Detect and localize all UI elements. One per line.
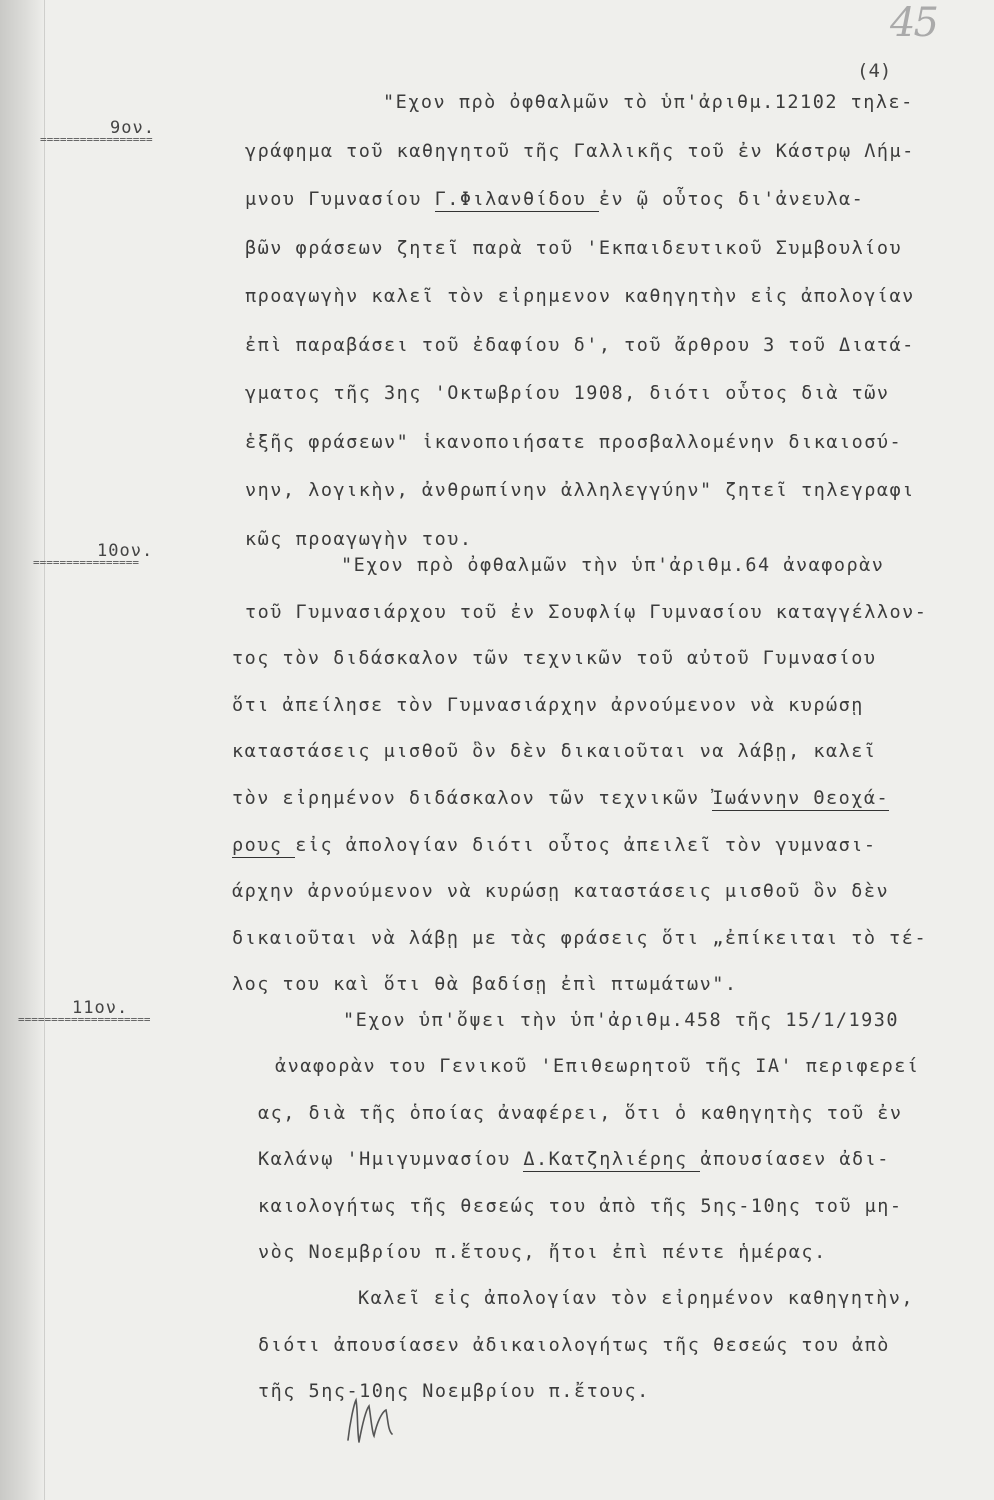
text-line [275,1056,920,1077]
text-line [232,835,877,856]
line-text: τος τὸν διδάσκαλον τῶν τεχνικῶν τοῦ αὐτοῦ Γυμνασίου [232,648,877,670]
line-text: εἰς ἀπολογίαν διότι οὗτος ἀπειλεῖ τὸν γυμνασι- [295,834,877,856]
section-number-label: 11ον. [72,998,129,1018]
line-text: ἐν ῷ οὗτος δι'ἀνευλα- [598,189,865,210]
text-line [232,741,877,762]
initials-signature [340,1392,400,1447]
typed-sequence-number: (4) [857,60,892,82]
line-text: προαγωγὴν καλεῖ τὸν εἰρημενον καθηγητὴν εἰς ἀπολογίαν [245,286,915,307]
underlined-name: Δ.Κατζηλιέρης [523,1149,701,1171]
section-number-rule: ================ [33,556,139,569]
line-text: γράφημα τοῦ καθηγητοῦ τῆς Γαλλικῆς τοῦ ἐν Κάστρῳ Λήμ- [245,140,915,162]
line-text: "Εχον πρὸ ὀφθαλμῶν τὸ ὑπ'ἀριθμ.12102 τηλε- [383,92,914,113]
line-text: ἀναφορὰν του Γενικοῦ 'Επιθεωρητοῦ τῆς ΙΑ' περιφερεί [275,1056,920,1078]
line-text: άρχην ἀρνούμενον νὰ κυρώσῃ καταστάσεις μισθοῦ ὃν δὲν [232,881,890,903]
text-line [383,92,914,113]
line-text: "Εχον πρὸ ὀφθαλμῶν τὴν ὑπ'ἀριθμ.64 ἀναφορὰν [341,555,885,576]
section-number-rule: ================= [40,133,153,146]
line-text: Καλεῖ εἰς ἀπολογίαν τὸν εἰρημένον καθηγητὴν, [358,1288,915,1310]
line-text: τοῦ Γυμνασιάρχου τοῦ ἐν Σουφλίῳ Γυμνασίου καταγγέλλον- [245,601,928,623]
text-line [245,432,902,453]
text-line [258,1381,650,1402]
line-text: καταστάσεις μισθοῦ ὃν δὲν δικαιοῦται να λάβῃ, καλεῖ [232,741,877,763]
underlined-name: ρους [232,834,296,856]
line-text: ἀπουσίασεν ἀδι- [700,1149,890,1171]
text-line [245,602,927,623]
text-line [232,974,738,995]
text-line [245,383,890,404]
line-text: τὸν εἰρημένον διδάσκαλον τῶν τεχνικῶν [232,788,713,809]
text-line [232,928,927,949]
line-text: δικαιοῦται νὰ λάβῃ με τὰς φράσεις ὅτι „ἐπίκειται τὸ τέ- [232,927,928,949]
text-line [232,695,864,716]
text-line [258,1149,890,1170]
page-fold-line [44,0,45,1500]
text-line [232,788,889,809]
text-line [358,1288,914,1309]
section-number-label: 10ον. [97,541,154,561]
text-line [245,141,915,162]
line-text: τῆς 5ης-10ης Νοεμβρίου π.ἔτους. [258,1381,650,1403]
section-number-rule: ==================== [18,1013,151,1026]
text-line [245,238,902,259]
line-text: ἐπὶ παραβάσει τοῦ ἐδαφίου δ', τοῦ ἄρθρου 3 τοῦ Διατά- [245,334,915,356]
line-text: καιολογήτως τῆς θεσεώς του ἀπὸ τῆς 5ης-10ης τοῦ μη- [258,1195,903,1217]
line-text: νὸς Νοεμβρίου π.ἔτους, ἤτοι ἐπὶ πέντε ἡμέρας. [258,1242,827,1263]
line-text: ἑξῆς φράσεων" ἱκανοποιήσατε προσβαλλομένην δικαιοσύ- [245,431,903,453]
line-text: ας, διὰ τῆς ὁποίας ἀναφέρει, ὅτι ὁ καθηγητὴς τοῦ ἐν [258,1102,903,1124]
text-line [258,1335,890,1356]
line-text: νην, λογικὴν, ἀνθρωπίνην ἀλληλεγγύην" ζητεῖ τηλεγραφι [245,480,915,501]
line-text: διότι ἀπουσίασεν ἀδικαιολογήτως τῆς θεσεώς του ἀπὸ [258,1334,890,1356]
underlined-name: Γ.Φιλανθίδου [434,189,599,210]
text-line [245,286,915,307]
underlined-name: Ἰωάννην Θεοχά- [712,788,890,809]
line-text: "Εχον ὑπ'ὄψει τὴν ὑπ'ἀριθμ.458 τῆς 15/1/1930 [343,1010,900,1031]
line-text: Καλάνῳ 'Ημιγυμνασίου [258,1149,524,1171]
text-line [245,480,915,501]
text-line [258,1196,903,1217]
line-text: γματος τῆς 3ης 'Οκτωβρίου 1908, διότι οὗτος διὰ τῶν [245,383,890,404]
text-line [343,1010,899,1031]
text-line [245,529,472,550]
text-line [232,648,877,669]
text-line [341,555,884,576]
section-number-label: 9ον. [110,118,155,138]
line-text: λος του καὶ ὅτι θὰ βαδίσῃ ἐπὶ πτωμάτων". [232,974,738,996]
text-line [258,1242,827,1263]
text-line [245,189,864,210]
line-text: κῶς προαγωγὴν του. [245,528,473,550]
handwritten-page-number: 45 [890,0,937,46]
text-line [258,1103,903,1124]
page-fold-shadow [0,0,46,1500]
text-line [245,335,915,356]
line-text: ὅτι ἀπείλησε τὸν Γυμνασιάρχην ἀρνούμενον νὰ κυρώσῃ [232,694,864,716]
line-text: βῶν φράσεων ζητεῖ παρὰ τοῦ 'Εκπαιδευτικοῦ Συμβουλίου [245,237,903,259]
text-line [232,881,889,902]
line-text: μνου Γυμνασίου [245,189,435,210]
